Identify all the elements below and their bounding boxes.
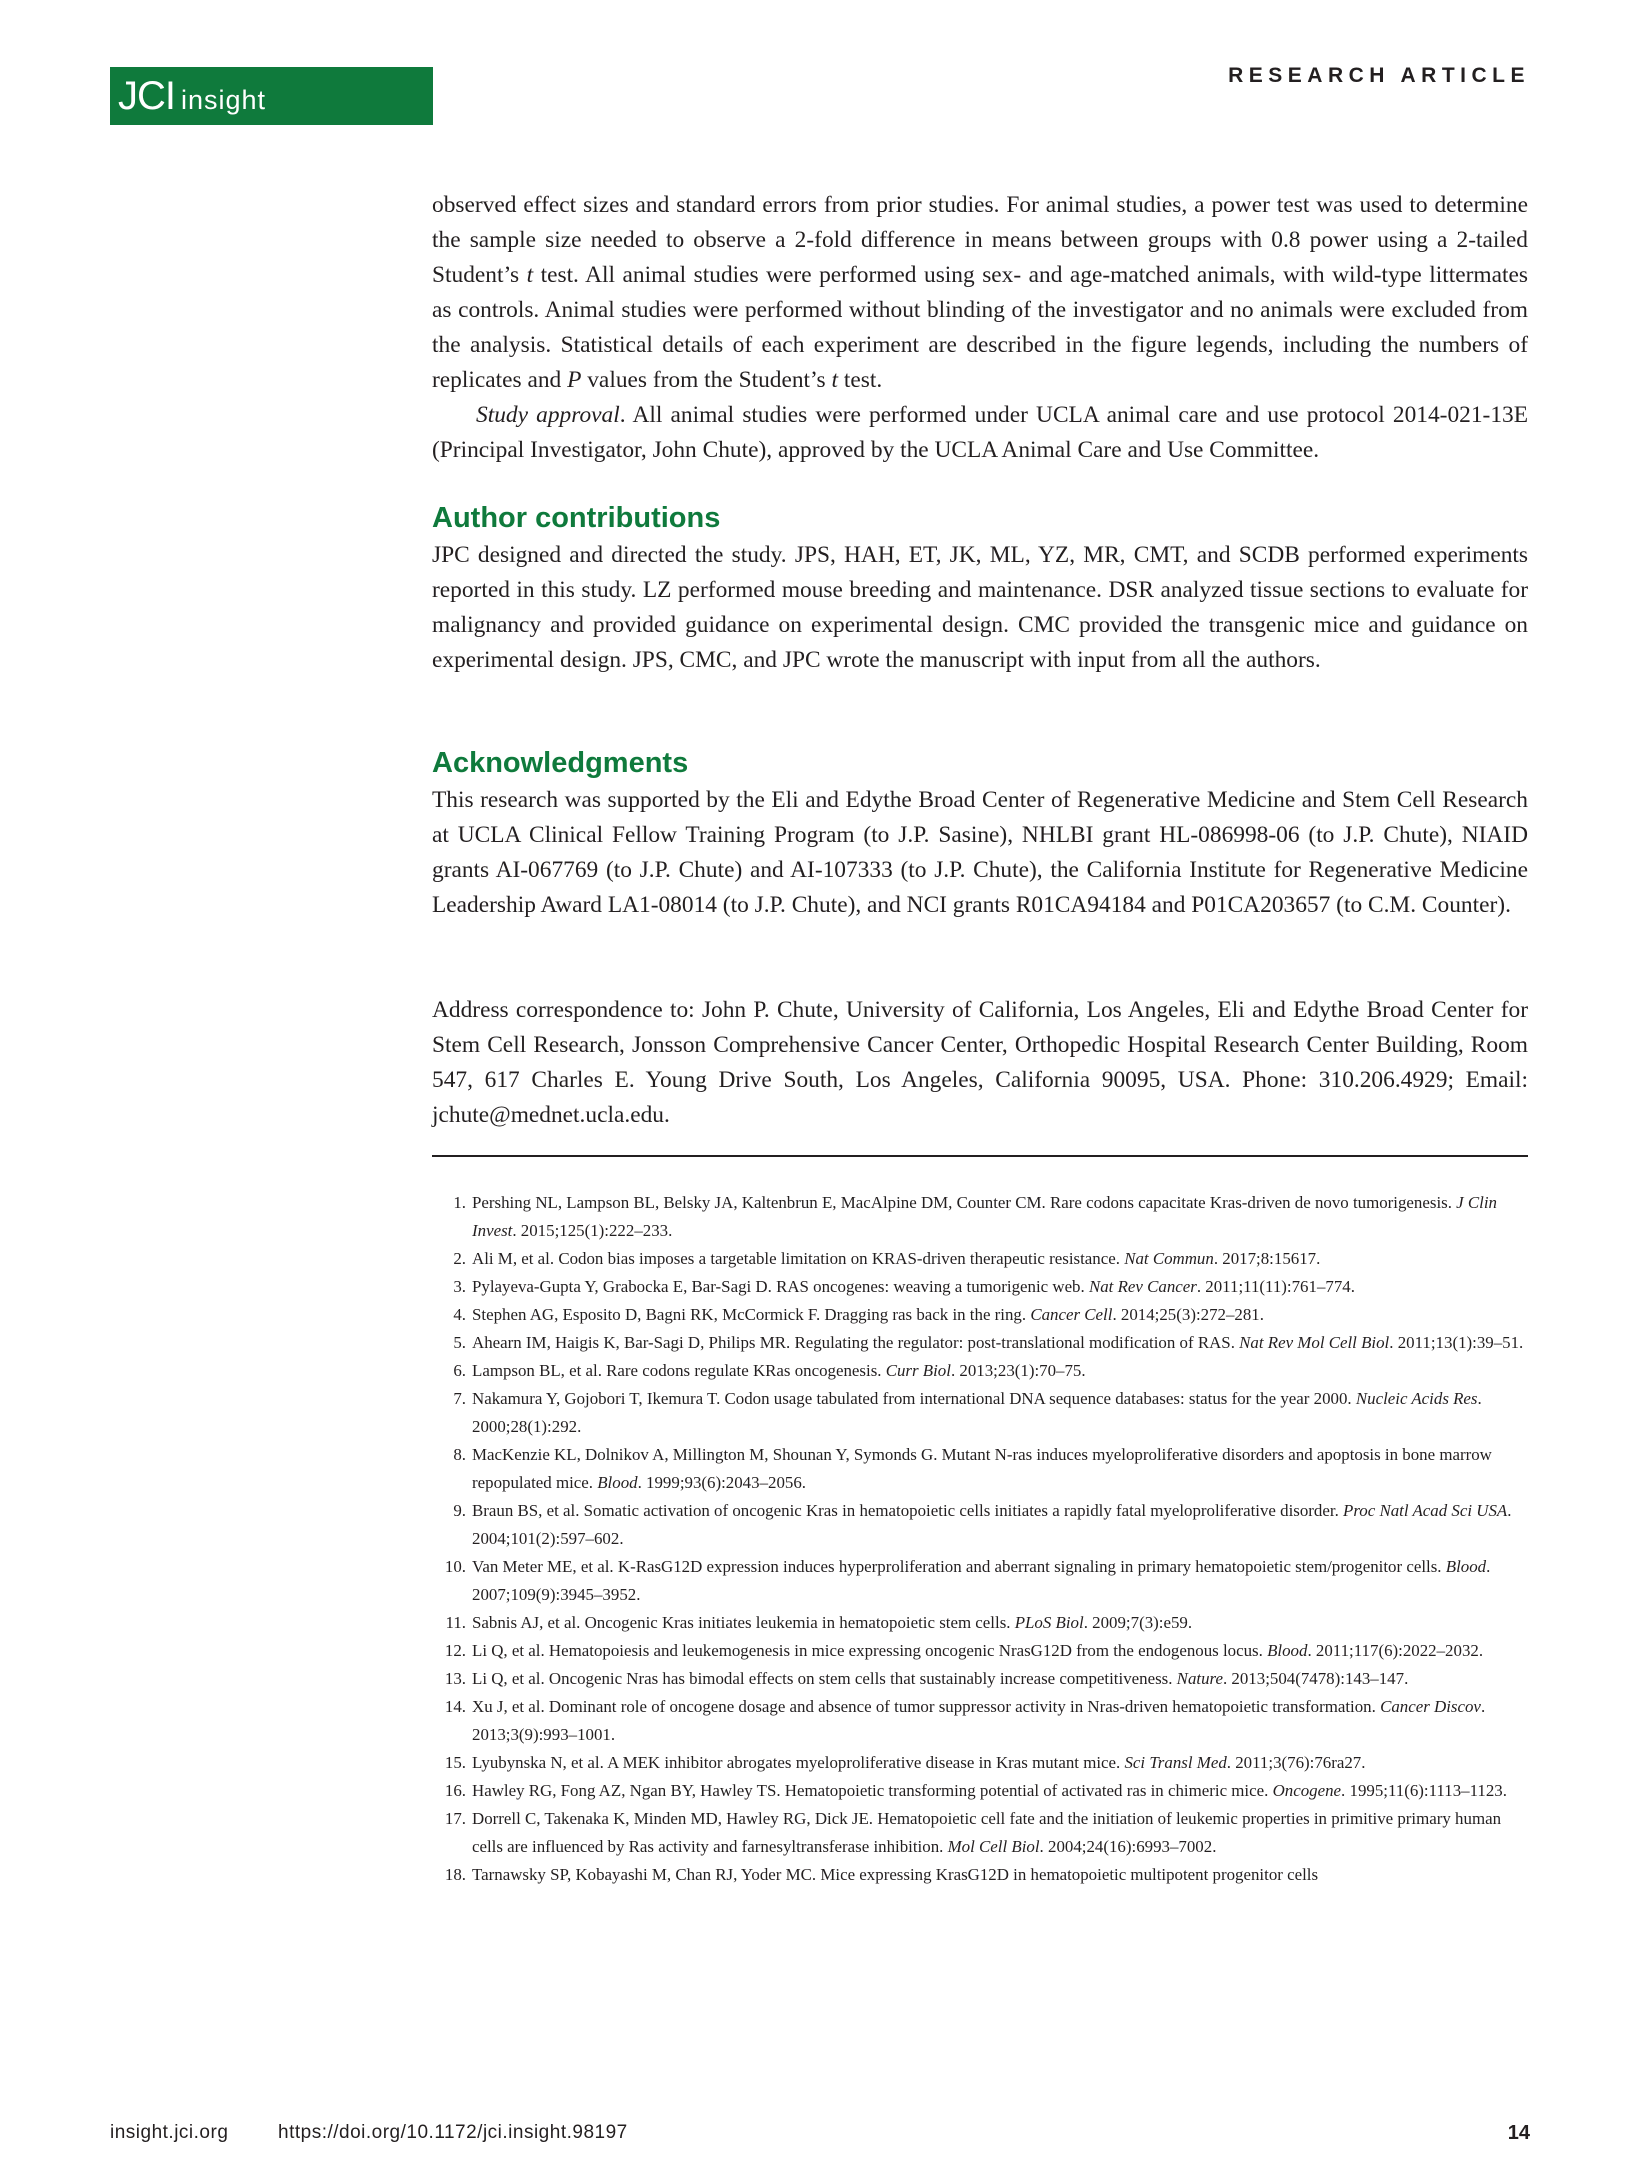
reference-citation: . 2009;7(3):e59. xyxy=(1083,1613,1193,1632)
reference-text: Dorrell C, Takenaka K, Minden MD, Hawley RG, Dick JE. Hematopoietic cell fate and the initiation of leukemic properties in primitive primary human cells are influenced by Ras activity and farnesyltransferase inhibition. xyxy=(472,1809,1502,1856)
reference-item xyxy=(432,1189,1528,1245)
reference-text: Hawley RG, Fong AZ, Ngan BY, Hawley TS. Hematopoietic transforming potential of activated ras in chimeric mice. xyxy=(472,1781,1273,1800)
reference-item xyxy=(432,1553,1528,1609)
reference-journal: Nucleic Acids Res xyxy=(1355,1389,1478,1408)
reference-item xyxy=(432,1329,1528,1357)
reference-citation: . 2013;504(7478):143–147. xyxy=(1222,1669,1409,1688)
study-approval-text: . All animal studies were performed under UCLA animal care and use protocol 2014-021-13E (Principal Investigator, John Chute), approved by the UCLA Animal Care and Use Committee. xyxy=(432,402,1529,463)
reference-citation: . 2011;11(11):761–774. xyxy=(1196,1277,1355,1296)
reference-number: 14. xyxy=(444,1697,466,1716)
reference-journal: Sci Transl Med xyxy=(1124,1753,1227,1772)
reference-journal: Oncogene xyxy=(1272,1781,1342,1800)
reference-journal: Mol Cell Biol xyxy=(947,1837,1040,1856)
reference-item xyxy=(432,1245,1528,1273)
reference-journal: Proc Natl Acad Sci USA xyxy=(1343,1501,1508,1520)
reference-number: 11. xyxy=(445,1613,466,1632)
article-type-label: RESEARCH ARTICLE xyxy=(1228,64,1530,87)
reference-journal: J Clin Invest xyxy=(472,1193,1497,1240)
reference-number: 7. xyxy=(453,1389,466,1408)
reference-number: 18. xyxy=(444,1865,466,1884)
references-divider xyxy=(432,1155,1528,1157)
logo-insight-text: insight xyxy=(181,84,267,115)
study-approval-heading: Study approval xyxy=(476,402,620,428)
reference-item xyxy=(432,1637,1528,1665)
reference-number: 16. xyxy=(444,1781,466,1800)
acknowledgments-section xyxy=(432,743,1528,923)
reference-text: Nakamura Y, Gojobori T, Ikemura T. Codon usage tabulated from international DNA sequence databases: status for the year 2000. xyxy=(472,1389,1356,1408)
reference-item xyxy=(432,1805,1528,1861)
reference-number: 10. xyxy=(444,1557,466,1576)
reference-journal: Blood xyxy=(1267,1641,1308,1660)
reference-number: 5. xyxy=(453,1333,466,1352)
reference-number: 17. xyxy=(444,1809,466,1828)
reference-item xyxy=(432,1273,1528,1301)
reference-citation: . 2014;25(3):272–281. xyxy=(1112,1305,1264,1324)
reference-item xyxy=(432,1693,1528,1749)
reference-number: 9. xyxy=(453,1501,466,1520)
reference-item xyxy=(432,1441,1528,1497)
reference-number: 12. xyxy=(444,1641,466,1660)
reference-item xyxy=(432,1665,1528,1693)
reference-journal: PLoS Biol xyxy=(1014,1613,1084,1632)
reference-item xyxy=(432,1749,1528,1777)
author-contributions-heading: Author contributions xyxy=(432,502,721,534)
correspondence-text: Address correspondence to: John P. Chute, University of California, Los Angeles, Eli and Edythe Broad Center for Stem Cell Research, Jonsson Comprehensive Cancer Center, Orthopedic Hospital Research Center Building, Room 547, 617 Charles E. Young Drive South, Los Angeles, California 90095, USA. Phone: 310.206.4929; Email: jchute@mednet.ucla.edu. xyxy=(432,997,1528,1128)
reference-text: Pershing NL, Lampson BL, Belsky JA, Kaltenbrun E, MacAlpine DM, Counter CM. Rare codons capacitate Kras-driven de novo tumorigenesis. xyxy=(472,1193,1457,1212)
reference-text: Li Q, et al. Hematopoiesis and leukemogenesis in mice expressing oncogenic NrasG12D from the endogenous locus. xyxy=(472,1641,1268,1660)
reference-number: 15. xyxy=(444,1753,466,1772)
footer-doi-link[interactable]: https://doi.org/10.1172/jci.insight.98197 xyxy=(278,2122,628,2143)
reference-item xyxy=(432,1301,1528,1329)
reference-citation: . 2004;24(16):6993–7002. xyxy=(1039,1837,1217,1856)
reference-text: Stephen AG, Esposito D, Bagni RK, McCormick F. Dragging ras back in the ring. xyxy=(472,1305,1031,1324)
reference-citation: . 2011;117(6):2022–2032. xyxy=(1307,1641,1484,1660)
reference-text: Lampson BL, et al. Rare codons regulate KRas oncogenesis. xyxy=(472,1361,886,1380)
reference-journal: Curr Biol xyxy=(885,1361,951,1380)
page-number: 14 xyxy=(1507,2122,1530,2144)
reference-list xyxy=(432,1189,1528,1889)
reference-text: Ahearn IM, Haigis K, Bar-Sagi D, Philips MR. Regulating the regulator: post-translational modification of RAS. xyxy=(472,1333,1240,1352)
reference-item xyxy=(432,1777,1528,1805)
methods-continuation xyxy=(432,188,1528,468)
journal-logo xyxy=(110,67,433,125)
reference-citation: . 2013;3(9):993–1001. xyxy=(472,1697,1486,1744)
reference-number: 13. xyxy=(444,1669,466,1688)
reference-item xyxy=(432,1385,1528,1441)
reference-citation: . 2007;109(9):3945–3952. xyxy=(472,1557,1491,1604)
reference-journal: Nat Rev Mol Cell Biol xyxy=(1239,1333,1390,1352)
acknowledgments-text: This research was supported by the Eli and Edythe Broad Center of Regenerative Medicine and Stem Cell Research at UCLA Clinical Fellow Training Program (to J.P. Sasine), NHLBI grant HL-086998-06 (to J.P. Chute), NIAID grants AI-067769 (to J.P. Chute) and AI-107333 (to J.P. Chute), the California Institute for Regenerative Medicine Leadership Award LA1-08014 (to J.P. Chute), and NCI grants R01CA94184 and P01CA203657 (to C.M. Counter). xyxy=(432,787,1528,918)
reference-journal: Nat Commun xyxy=(1124,1249,1214,1268)
reference-citation: . 1999;93(6):2043–2056. xyxy=(637,1473,807,1492)
reference-citation: . 2015;125(1):222–233. xyxy=(512,1221,673,1240)
reference-text: MacKenzie KL, Dolnikov A, Millington M, Shounan Y, Symonds G. Mutant N-ras induces myeloproliferative disorders and apoptosis in bone marrow repopulated mice. xyxy=(472,1445,1492,1492)
reference-journal: Blood xyxy=(597,1473,638,1492)
reference-citation: . 2000;28(1):292. xyxy=(472,1389,1482,1436)
reference-number: 8. xyxy=(453,1445,466,1464)
reference-text: Ali M, et al. Codon bias imposes a targetable limitation on KRAS-driven therapeutic resistance. xyxy=(472,1249,1125,1268)
reference-text: Tarnawsky SP, Kobayashi M, Chan RJ, Yoder MC. Mice expressing KrasG12D in hematopoietic multipotent progenitor cells xyxy=(472,1865,1319,1884)
acknowledgments-heading: Acknowledgments xyxy=(432,747,689,779)
reference-item xyxy=(432,1357,1528,1385)
reference-citation: . 2017;8:15617. xyxy=(1213,1249,1321,1268)
reference-text: Braun BS, et al. Somatic activation of oncogenic Kras in hematopoietic cells initiates a rapidly fatal myeloproliferative disorder. xyxy=(472,1501,1344,1520)
reference-text: Van Meter ME, et al. K-RasG12D expression induces hyperproliferation and aberrant signaling in primary hematopoietic stem/progenitor cells. xyxy=(472,1557,1446,1576)
statistics-paragraph: observed effect sizes and standard errors from prior studies. For animal studies, a power test was used to determine the sample size needed to observe a 2-fold difference in means between groups with 0.8 power using a 2-tailed Student’s t test. All animal studies were performed using sex- and age-matched animals, with wild-type littermates as controls. Animal studies were performed without blinding of the investigator and no animals were excluded from the analysis. Statistical details of each experiment are described in the figure legends, including the numbers of replicates and P values from the Student’s t test. xyxy=(432,192,1528,393)
reference-citation: . 2013;23(1):70–75. xyxy=(950,1361,1086,1380)
reference-journal: Nature xyxy=(1176,1669,1223,1688)
footer-site-link[interactable]: insight.jci.org xyxy=(110,2122,229,2143)
reference-citation: . 2011;3(76):76ra27. xyxy=(1226,1753,1366,1772)
reference-journal: Cancer Discov xyxy=(1380,1697,1481,1716)
reference-item xyxy=(432,1609,1528,1637)
reference-text: Xu J, et al. Dominant role of oncogene dosage and absence of tumor suppressor activity in Nras-driven hematopoietic transformation. xyxy=(472,1697,1381,1716)
reference-citation: . 1995;11(6):1113–1123. xyxy=(1341,1781,1507,1800)
author-contributions-text: JPC designed and directed the study. JPS, HAH, ET, JK, ML, YZ, MR, CMT, and SCDB performed experiments reported in this study. LZ performed mouse breeding and maintenance. DSR analyzed tissue sections to evaluate for malignancy and provided guidance on experimental design. CMC provided the transgenic mice and guidance on experimental design. JPS, CMC, and JPC wrote the manuscript with input from all the authors. xyxy=(432,542,1528,673)
reference-citation: . 2011;13(1):39–51. xyxy=(1389,1333,1524,1352)
author-contributions-section xyxy=(432,498,1528,678)
reference-text: Li Q, et al. Oncogenic Nras has bimodal effects on stem cells that sustainably increase competitiveness. xyxy=(472,1669,1177,1688)
reference-journal: Nat Rev Cancer xyxy=(1088,1277,1197,1296)
correspondence-section xyxy=(432,993,1528,1133)
reference-text: Sabnis AJ, et al. Oncogenic Kras initiates leukemia in hematopoietic stem cells. xyxy=(472,1613,1015,1632)
reference-item xyxy=(432,1861,1528,1889)
logo-jci-text: JCI xyxy=(118,73,175,118)
reference-number: 2. xyxy=(453,1249,466,1268)
reference-number: 3. xyxy=(453,1277,466,1296)
reference-text: Lyubynska N, et al. A MEK inhibitor abrogates myeloproliferative disease in Kras mutant mice. xyxy=(472,1753,1125,1772)
reference-citation: . 2004;101(2):597–602. xyxy=(472,1501,1512,1548)
reference-journal: Blood xyxy=(1445,1557,1487,1576)
reference-number: 4. xyxy=(453,1305,466,1324)
study-approval-paragraph xyxy=(432,398,1528,468)
reference-number: 6. xyxy=(453,1361,466,1380)
reference-item xyxy=(432,1497,1528,1553)
reference-journal: Cancer Cell xyxy=(1030,1305,1113,1324)
reference-text: Pylayeva-Gupta Y, Grabocka E, Bar-Sagi D. RAS oncogenes: weaving a tumorigenic web. xyxy=(472,1277,1089,1296)
reference-number: 1. xyxy=(453,1193,466,1212)
